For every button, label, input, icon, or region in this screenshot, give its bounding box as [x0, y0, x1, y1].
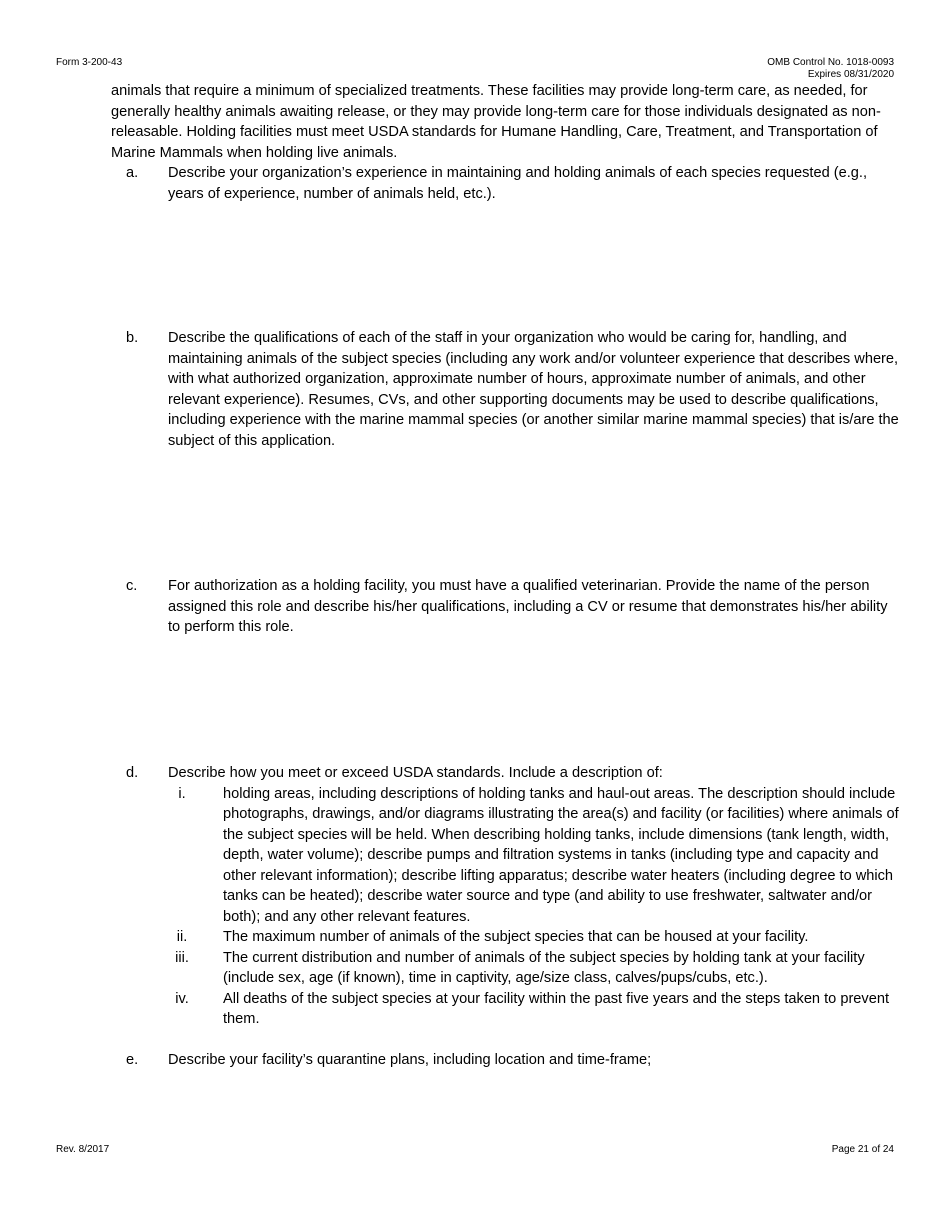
subitem-text: The maximum number of animals of the subject species that can be housed at your facility.	[223, 929, 809, 945]
subitem-label: iv.	[175, 990, 189, 1007]
item-text: Describe the qualifications of each of the staff in your organization who would be caring for, handling, and maintaining animals of the subject species (including any work and/or volunteer experience that describes where, with what authorized organization, approximate number of hours, approximate number of animals, and other relevant experience). Resumes, CVs, and other supporting documents may be used to describe qualifications, including experience with the marine mammal species (or another similar marine mammal species) that is/are the subject of this application.	[168, 330, 899, 449]
form-number: Form 3-200-43	[56, 57, 123, 68]
item-label: b.	[126, 330, 139, 346]
item-text: Describe your organization’s experience in maintaining and holding animals of each species requested (e.g., years of experience, number of animals held, etc.).	[168, 165, 868, 202]
expiration-date: Expires 08/31/2020	[807, 69, 894, 80]
item-label: c.	[126, 578, 138, 594]
item-d	[126, 763, 901, 1030]
omb-block	[767, 57, 894, 81]
subitem-text: The current distribution and number of animals of the subject species by holding tank at your facility (include sex, age (if known), time in captivity, age/size class, calves/pups/cubs, etc.).	[223, 949, 865, 986]
subitem-label: i.	[178, 785, 186, 802]
subitem-text: holding areas, including descriptions of holding tanks and haul-out areas. The description should include photographs, drawings, and/or diagrams illustrating the area(s) and facility (or facilities) where animals of the subject species will be held. When describing holding tanks, include dimensions (tank length, width, depth, water volume); describe pumps and filtration systems in tanks (including type and capacity and other relevant information); describe lifting apparatus; describe water heaters (including degree to which tanks can be heated); describe water source and type (and ability to use freshwater, saltwater and/or both); and any other relevant features.	[223, 785, 899, 925]
omb-control-number: OMB Control No. 1018-0093	[767, 57, 894, 68]
item-text: Describe your facility’s quarantine plans, including location and time-frame;	[168, 1052, 652, 1068]
revision-date: Rev. 8/2017	[56, 1144, 110, 1155]
subitem-label: ii.	[176, 929, 188, 945]
item-text: Describe how you meet or exceed USDA standards. Include a description of:	[168, 765, 663, 781]
subitem-label: iii.	[175, 949, 189, 966]
item-text: For authorization as a holding facility, you must have a qualified veterinarian. Provide the name of the person assigned this role and describe his/her qualifications, including a CV or resume that demonstrates his/her ability to perform this role.	[168, 578, 888, 635]
subitem-ii	[168, 927, 901, 948]
item-a	[126, 163, 901, 204]
item-label: e.	[126, 1052, 139, 1068]
item-label: a.	[126, 165, 139, 181]
item-c	[126, 576, 901, 638]
subitem-iii	[168, 948, 901, 989]
item-e	[126, 1050, 901, 1071]
item-label: d.	[126, 765, 139, 781]
page-number: Page 21 of 24	[831, 1144, 894, 1155]
subitem-iv	[168, 989, 901, 1030]
item-b	[126, 328, 901, 451]
subitem-i	[168, 784, 901, 928]
intro-paragraph: animals that require a minimum of specialized treatments. These facilities may provide long-term care, as needed, for generally healthy animals awaiting release, or they may provide long-term care for those individuals designated as non-releasable. Holding facilities must meet USDA standards for Humane Handling, Care, Treatment, and Transportation of Marine Mammals when holding live animals.	[111, 83, 881, 161]
subitem-text: All deaths of the subject species at your facility within the past five years and the steps taken to prevent them.	[223, 990, 890, 1027]
